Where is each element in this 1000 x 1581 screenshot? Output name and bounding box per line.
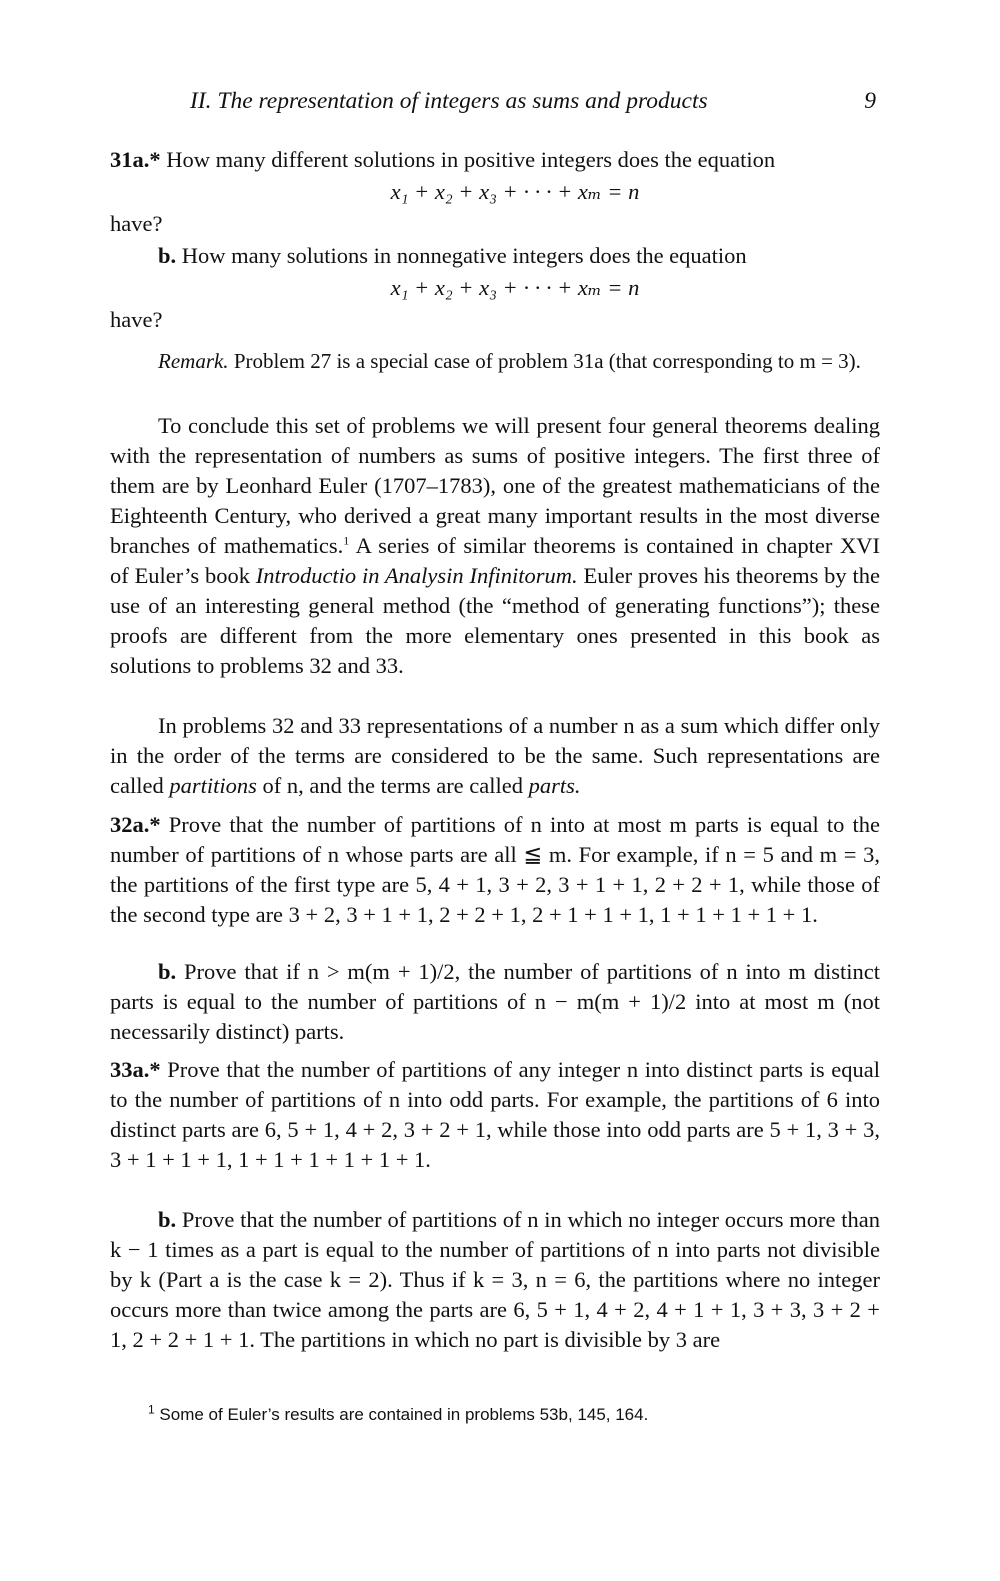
problem-text: Prove that the number of partitions of n into at most m parts is equal to the number of partitions of n whose parts are all ≦ m. For example, if n = 5 and m = 3, the partitions of the first type are 5, 4 + 1, 3 + 2, 3 + 1 + 1, 2 + 2 + 1, while those of the second type are 3 + 2, 3 + 1 + 1, 2 + 2 + 1, 2 + 1 + 1 + 1, 1 + 1 + 1 + 1 + 1. bbox=[110, 812, 881, 927]
book-page bbox=[110, 0, 880, 1581]
intro-text: A series of similar theorems is contained in chapter XVI of Euler’s book bbox=[110, 533, 880, 588]
footnote-text: Some of Euler’s results are contained in problems 53b, 145, 164. bbox=[159, 1405, 649, 1424]
remark-label: Remark. bbox=[158, 349, 229, 373]
problem-32a bbox=[110, 810, 880, 930]
problem-label: b. bbox=[158, 243, 177, 268]
definition-text: In problems 32 and 33 representations of a number n as a sum which differ only in the order of the terms are considered to be the same. Such representations are called bbox=[110, 713, 880, 798]
problem-31a bbox=[110, 145, 880, 239]
problem-label: 31a.* bbox=[110, 147, 161, 172]
remark-text: Problem 27 is a special case of problem 31a (that corresponding to m = 3). bbox=[233, 349, 861, 373]
problem-32b bbox=[110, 957, 880, 1047]
equation: x₁ + x₂ + x₃ + · · · + xₘ = n bbox=[390, 275, 640, 300]
term-partitions: partitions bbox=[169, 773, 257, 798]
page-header bbox=[110, 86, 880, 118]
definition-text: of n, and the terms are called bbox=[256, 773, 529, 798]
intro-text: To conclude this set of problems we will present four general theorems dealing with the representation of numbers as sums of positive integers. The first three of them are by Leonhard Euler (1707–1783), one of the greatest mathematicians of the Eighteenth Century, who derived a great many important results in the most diverse branches of mathematics. bbox=[110, 413, 880, 558]
equation: x₁ + x₂ + x₃ + · · · + xₘ = n bbox=[390, 179, 640, 204]
footnote bbox=[148, 1400, 648, 1430]
book-title: Introductio in Analysin Infinitorum. bbox=[255, 563, 578, 588]
footnote-ref: 1 bbox=[343, 533, 350, 548]
problem-tail: have? bbox=[110, 307, 163, 332]
intro-text: Euler proves his theorems by the use of an interesting general method (the “method of generating functions”); these proofs are different from the more elementary ones presented in this book as solutions to problems 32 and 33. bbox=[110, 563, 880, 678]
problem-text: Prove that the number of partitions of n in which no integer occurs more than k − 1 times as a part is equal to the number of partitions of n into parts not divisible by k (Part a is the case k = 2). Thus if k = 3, n = 6, the partitions where no integer occurs more than twice among the parts are 6, 5 + 1, 4 + 2, 4 + 1 + 1, 3 + 3, 3 + 2 + 1, 2 + 2 + 1 + 1. The partitions in which no part is divisible by 3 are bbox=[110, 1207, 881, 1352]
term-parts: parts. bbox=[528, 773, 581, 798]
problem-text: Prove that the number of partitions of any integer n into distinct parts is equal to the number of partitions of n into odd parts. For example, the partitions of 6 into distinct parts are 6, 5 + 1, 4 + 2, 3 + 2 + 1, while those into odd parts are 5 + 1, 3 + 3, 3 + 1 + 1 + 1, 1 + 1 + 1 + 1 + 1 + 1. bbox=[110, 1057, 880, 1172]
problem-label: 32a.* bbox=[110, 812, 161, 837]
problem-text: How many different solutions in positive integers does the equation bbox=[166, 147, 776, 172]
page-number: 9 bbox=[864, 88, 876, 114]
problem-label: 33a.* bbox=[110, 1057, 161, 1082]
problem-text: How many solutions in nonnegative integers does the equation bbox=[181, 243, 747, 268]
problem-label: b. bbox=[158, 959, 177, 984]
partitions-definition bbox=[110, 711, 880, 801]
problem-tail: have? bbox=[110, 211, 163, 236]
problem-31b bbox=[110, 241, 880, 335]
footnote-mark: 1 bbox=[148, 1402, 155, 1417]
problem-33a bbox=[110, 1055, 880, 1175]
problem-label: b. bbox=[158, 1207, 177, 1232]
running-title: II. The representation of integers as sums and products bbox=[190, 88, 708, 114]
problem-33b bbox=[110, 1205, 880, 1355]
remark bbox=[110, 346, 880, 376]
problem-text: Prove that if n > m(m + 1)/2, the number of partitions of n into m distinct parts is equal to the number of partitions of n − m(m + 1)/2 into at most m (not necessarily distinct) parts. bbox=[110, 959, 881, 1044]
intro-paragraph bbox=[110, 411, 880, 681]
